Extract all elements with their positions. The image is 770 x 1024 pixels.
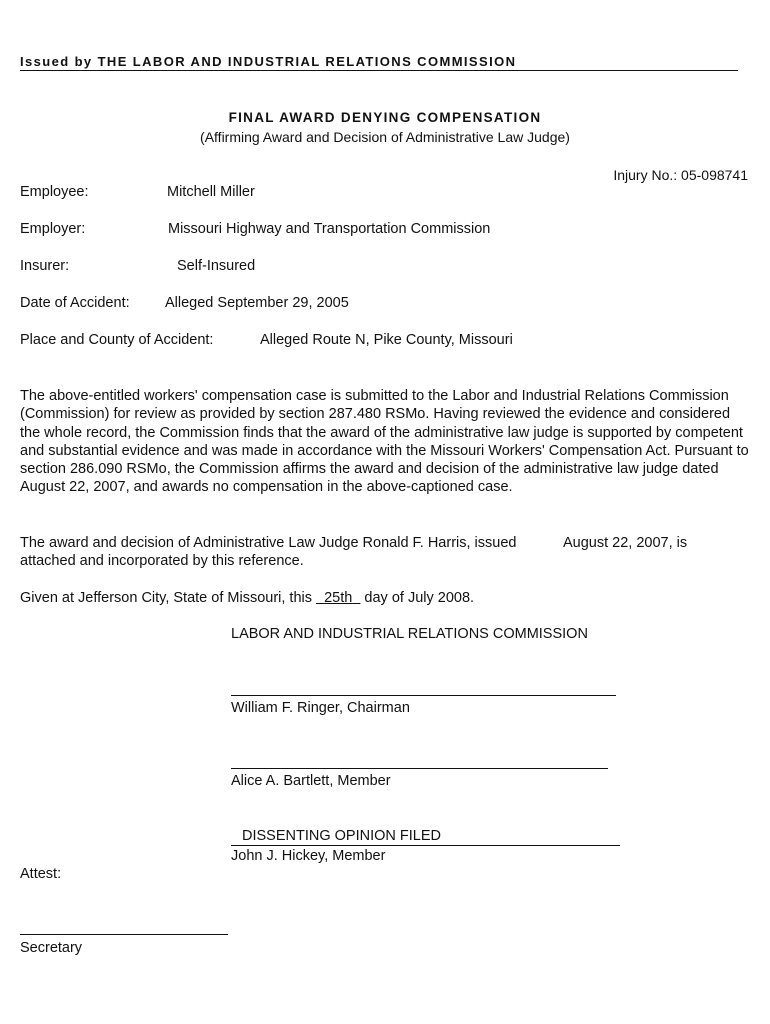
date-of-accident-value: Alleged September 29, 2005	[165, 295, 349, 311]
dissent-notice: DISSENTING OPINION FILED	[242, 828, 441, 844]
member1-signature-line	[231, 768, 608, 769]
employee-label: Employee:	[20, 184, 89, 200]
review-paragraph: The above-entitled workers' compensation case is submitted to the Labor and Industrial Relations Commission (Commission) for review as provided by section 287.480 RSMo. Having reviewed the evidence and considered the whole record, the Commission finds that the award of the administrative law judge is supported by competent and substantial evidence and was made in accordance with the Missouri Workers' Compensation Act. Pursuant to section 286.090 RSMo, the Commission affirms the award and decision of the administrative law judge dated August 22, 2007, and awards no compensation in the above-captioned case.	[20, 388, 749, 496]
given-at-prefix: Given at Jefferson City, State of Missouri, this	[20, 590, 312, 606]
employer-value: Missouri Highway and Transportation Commission	[168, 221, 491, 237]
member2-name: John J. Hickey, Member	[231, 848, 386, 864]
award-reference-line1	[20, 535, 516, 551]
date-of-accident-label: Date of Accident:	[20, 295, 130, 311]
attest-label: Attest:	[20, 866, 62, 882]
employee-value: Mitchell Miller	[167, 184, 255, 200]
given-at-suffix: day of July 2008.	[364, 590, 475, 606]
given-day	[316, 590, 360, 606]
issuing-authority-header: Issued by THE LABOR AND INDUSTRIAL RELATIONS COMMISSION	[20, 54, 738, 71]
injury-number-label: Injury No.:	[613, 167, 678, 183]
chairman-name: William F. Ringer, Chairman	[231, 700, 410, 716]
secretary-label: Secretary	[20, 940, 83, 956]
insurer-value: Self-Insured	[177, 258, 256, 274]
award-reference-text: The award and decision of Administrative Law Judge Ronald F. Harris, issued	[20, 535, 517, 551]
injury-number	[613, 167, 748, 183]
document-subtitle: (Affirming Award and Decision of Administrative Law Judge)	[200, 129, 570, 145]
place-of-accident-label: Place and County of Accident:	[20, 332, 214, 348]
given-at-line	[20, 590, 474, 606]
employer-label: Employer:	[20, 221, 86, 237]
injury-number-value: 05-098741	[681, 167, 748, 183]
chairman-signature-line	[231, 695, 616, 696]
secretary-signature-line	[20, 934, 228, 935]
place-of-accident-value: Alleged Route N, Pike County, Missouri	[260, 332, 513, 348]
award-issue-date: August 22, 2007, is	[563, 535, 688, 551]
document-title: FINAL AWARD DENYING COMPENSATION	[228, 110, 542, 125]
given-day-value: 25th	[324, 590, 353, 606]
insurer-label: Insurer:	[20, 258, 70, 274]
dissent-signature-line	[231, 828, 620, 846]
commission-signature-heading: LABOR AND INDUSTRIAL RELATIONS COMMISSION	[231, 626, 588, 642]
award-reference-line2: attached and incorporated by this reference.	[20, 553, 304, 569]
member1-name: Alice A. Bartlett, Member	[231, 773, 391, 789]
